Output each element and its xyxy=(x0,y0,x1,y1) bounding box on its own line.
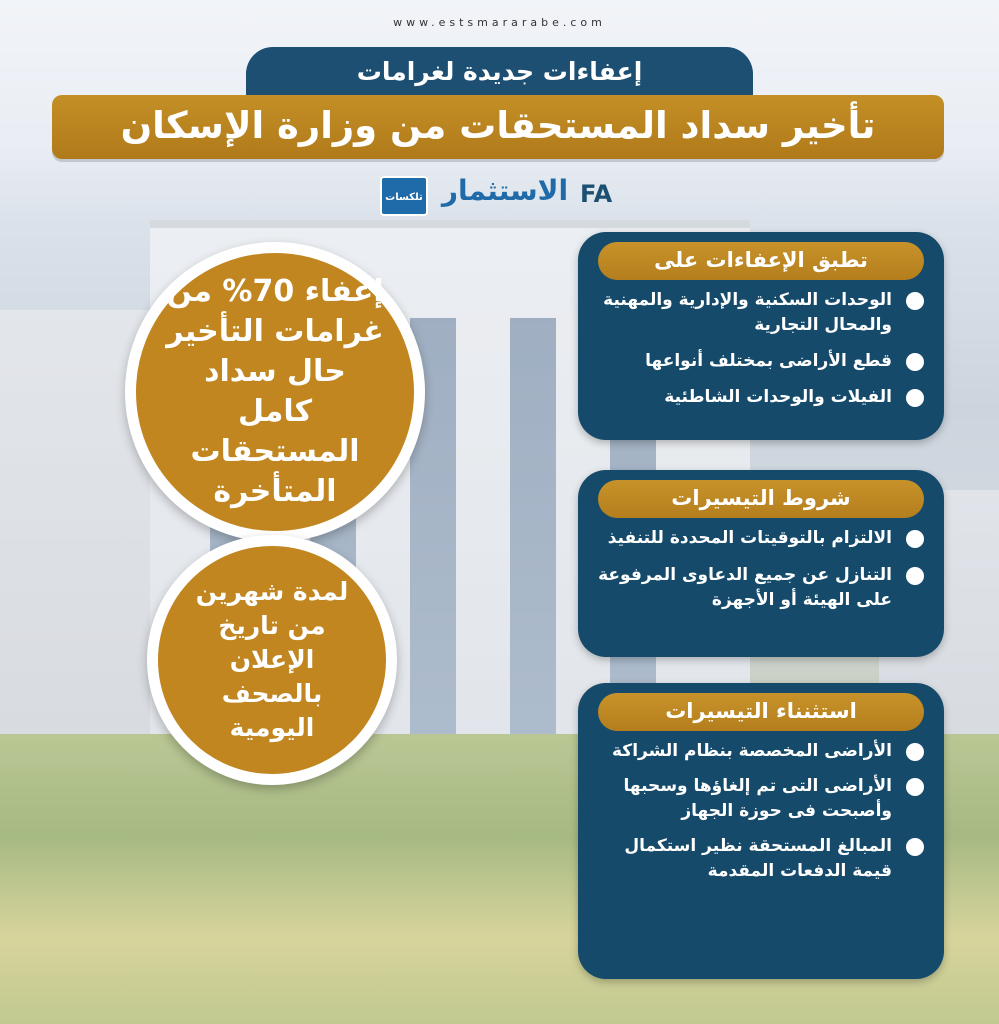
bullet-list xyxy=(592,288,926,421)
exemption-circle xyxy=(125,242,425,542)
panel-title: تطبق الإعفاءات على xyxy=(598,242,924,280)
duration-text: لمدة شهرين من تاريخ الإعلان بالصحف اليومية xyxy=(195,577,349,742)
bullet-list xyxy=(592,526,926,625)
list-item xyxy=(592,563,926,613)
panel-conditions xyxy=(578,470,944,657)
bullet-icon xyxy=(906,838,924,856)
list-item xyxy=(592,349,926,374)
alestethmar-logo: الاستثمار xyxy=(441,174,569,207)
list-item xyxy=(592,739,926,764)
bullet-icon xyxy=(906,353,924,371)
page-title: تأخير سداد المستحقات من وزارة الإسكان xyxy=(52,95,944,159)
list-item-text: الفيلات والوحدات الشاطئية xyxy=(664,387,892,407)
duration-circle xyxy=(147,535,397,785)
logos-row xyxy=(380,172,620,222)
panel-applies-to xyxy=(578,232,944,440)
list-item xyxy=(592,834,926,884)
panel-exceptions xyxy=(578,683,944,979)
list-item xyxy=(592,774,926,824)
bullet-icon xyxy=(906,389,924,407)
list-item-text: المبالغ المستحقة نظير استكمال قيمة الدفعات المقدمة xyxy=(624,836,892,881)
bullet-list xyxy=(592,739,926,894)
panel-title: شروط التيسيرات xyxy=(598,480,924,518)
list-item-text: قطع الأراضى بمختلف أنواعها xyxy=(645,351,892,371)
list-item xyxy=(592,288,926,338)
bullet-icon xyxy=(906,778,924,796)
panel-title: استثنناء التيسيرات xyxy=(598,693,924,731)
list-item-text: الالتزام بالتوقيتات المحددة للتنفيذ xyxy=(607,528,892,548)
telexat-logo: تلكسات xyxy=(380,176,428,216)
list-item-text: الأراضى المخصصة بنظام الشراكة xyxy=(612,741,892,761)
fa-logo: FA xyxy=(580,180,613,208)
list-item-text: الأراضى التى تم إلغاؤها وسحبها وأصبحت فى حوزة الجهاز xyxy=(623,776,892,821)
list-item-text: الوحدات السكنية والإدارية والمهنية والمحال التجارية xyxy=(603,290,892,335)
bullet-icon xyxy=(906,292,924,310)
subtitle-banner: إعفاءات جديدة لغرامات xyxy=(246,47,753,101)
exemption-text: إعفاء 70% من غرامات التأخير حال سداد كامل المستحقات المتأخرة xyxy=(166,274,384,509)
site-url: www.estsmararabe.com xyxy=(393,16,606,29)
bullet-icon xyxy=(906,567,924,585)
list-item xyxy=(592,385,926,410)
list-item-text: التنازل عن جميع الدعاوى المرفوعة على الهيئة أو الأجهزة xyxy=(598,565,892,610)
list-item xyxy=(592,526,926,551)
bullet-icon xyxy=(906,530,924,548)
bullet-icon xyxy=(906,743,924,761)
